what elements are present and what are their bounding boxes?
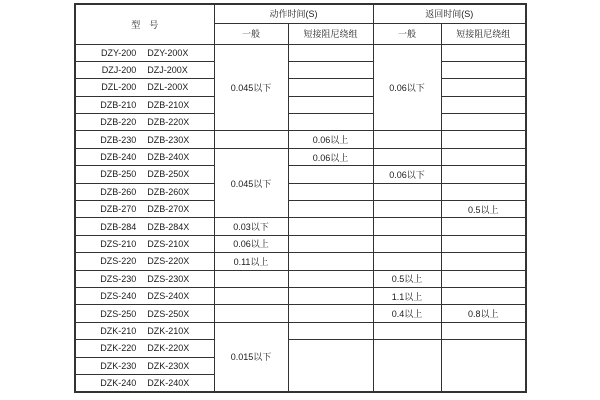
table-row [75,287,526,304]
action-general-cell [214,305,288,322]
table-row [75,148,526,165]
header-action-time: 动作时间(S) [214,4,373,23]
action-damped-winding-cell [288,166,373,183]
table-row [75,340,526,357]
return-damped-winding-cell [441,44,526,61]
return-damped-winding-cell [441,183,526,200]
model-x-variant: DZK-240X [147,377,190,388]
return-general-cell: 0.06以下 [373,166,441,183]
return-general-cell [373,322,441,339]
model-cell [75,322,214,339]
model-cell [75,253,214,270]
return-general-cell: 0.06以下 [373,44,441,131]
model-cell [75,340,214,357]
table-row [75,218,526,235]
table-row [75,131,526,148]
return-general-cell [373,201,441,218]
return-general-cell [373,148,441,165]
table-row [75,44,526,61]
model-x-variant: DZK-210X [147,325,190,336]
header-return-damped-winding: 短接阻尼绕组 [441,23,526,44]
action-damped-winding-cell [288,340,373,392]
action-damped-winding-cell [288,253,373,270]
action-general-cell: 0.015以下 [214,322,288,392]
return-damped-winding-cell [441,131,526,148]
table-row [75,270,526,287]
model-cell [75,357,214,374]
model-base: DZB-210 [100,99,137,110]
model-x-variant: DZK-220X [147,343,190,354]
model-base: DZB-260 [100,186,137,197]
return-damped-winding-cell [441,166,526,183]
action-general-cell [214,270,288,287]
model-x-variant: DZB-270X [147,204,190,215]
model-cell [75,131,214,148]
model-cell [75,79,214,96]
header-model: 型 号 [75,4,214,44]
model-base: DZS-210 [100,238,137,249]
return-damped-winding-cell [441,270,526,287]
model-cell [75,61,214,78]
model-cell [75,183,214,200]
table-row [75,96,526,113]
model-x-variant: DZJ-200X [147,65,188,76]
model-x-variant: DZK-230X [147,360,190,371]
return-damped-winding-cell [441,322,526,339]
model-base: DZB-230 [100,134,137,145]
action-damped-winding-cell [288,201,373,218]
action-damped-winding-cell [288,96,373,113]
model-base: DZS-220 [100,256,137,267]
header-return-time: 返回时间(S) [373,4,526,23]
model-x-variant: DZS-210X [147,238,190,249]
action-damped-winding-cell [288,235,373,252]
table-row [75,166,526,183]
model-cell [75,201,214,218]
model-x-variant: DZB-260X [147,186,190,197]
header-action-damped-winding: 短接阻尼绕组 [288,23,373,44]
return-general-cell [373,131,441,148]
model-base: DZY-200 [101,47,137,58]
action-damped-winding-cell [288,305,373,322]
action-damped-winding-cell [288,183,373,200]
action-damped-winding-cell: 0.06以上 [288,131,373,148]
action-damped-winding-cell [288,79,373,96]
table-row [75,235,526,252]
return-damped-winding-cell [441,148,526,165]
model-x-variant: DZB-284X [147,221,190,232]
return-general-cell [373,218,441,235]
action-general-cell [214,131,288,148]
model-base: DZB-240 [100,152,137,163]
table-row [75,322,526,339]
model-x-variant: DZB-250X [147,169,190,180]
model-cell [75,270,214,287]
model-base: DZB-220 [100,117,137,128]
table-body [75,44,526,392]
return-damped-winding-cell: 0.5以上 [441,201,526,218]
model-cell [75,235,214,252]
return-general-cell: 0.4以上 [373,305,441,322]
action-general-cell: 0.045以下 [214,44,288,131]
return-general-cell [373,340,441,392]
model-cell [75,374,214,391]
model-x-variant: DZS-220X [147,256,190,267]
header-action-general: 一般 [214,23,288,44]
action-damped-winding-cell [288,287,373,304]
action-damped-winding-cell [288,322,373,339]
table-row [75,61,526,78]
return-damped-winding-cell [441,79,526,96]
action-damped-winding-cell [288,114,373,131]
action-general-cell: 0.045以下 [214,148,288,218]
return-general-cell [373,235,441,252]
model-x-variant: DZL-200X [147,82,189,93]
model-x-variant: DZB-240X [147,152,190,163]
return-damped-winding-cell [441,287,526,304]
model-cell [75,218,214,235]
model-cell [75,114,214,131]
return-damped-winding-cell [441,235,526,252]
table-row [75,305,526,322]
model-x-variant: DZS-230X [147,273,190,284]
model-cell [75,305,214,322]
model-base: DZS-250 [100,308,137,319]
action-general-cell: 0.06以上 [214,235,288,252]
model-base: DZK-240 [100,377,137,388]
table-row [75,253,526,270]
return-general-cell [373,183,441,200]
model-x-variant: DZS-250X [147,308,190,319]
return-general-cell: 0.5以上 [373,270,441,287]
table-row [75,201,526,218]
return-damped-winding-cell [441,340,526,392]
table-row [75,79,526,96]
model-cell [75,166,214,183]
return-general-cell: 1.1以上 [373,287,441,304]
return-damped-winding-cell [441,218,526,235]
action-damped-winding-cell [288,218,373,235]
return-damped-winding-cell [441,253,526,270]
action-general-cell: 0.03以下 [214,218,288,235]
return-damped-winding-cell [441,96,526,113]
action-general-cell [214,287,288,304]
model-cell [75,148,214,165]
return-damped-winding-cell [441,114,526,131]
model-base: DZL-200 [101,82,137,93]
model-base: DZK-220 [100,343,137,354]
return-damped-winding-cell [441,61,526,78]
model-base: DZB-284 [100,221,137,232]
model-x-variant: DZB-210X [147,99,190,110]
model-base: DZS-240 [100,291,137,302]
action-general-cell: 0.11以上 [214,253,288,270]
action-damped-winding-cell [288,270,373,287]
model-base: DZB-270 [100,204,137,215]
model-base: DZK-210 [100,325,137,336]
model-x-variant: DZS-240X [147,291,190,302]
model-base: DZJ-200 [101,65,137,76]
action-damped-winding-cell [288,61,373,78]
action-damped-winding-cell: 0.06以上 [288,148,373,165]
table-row [75,114,526,131]
relay-timing-table [74,3,527,393]
return-general-cell [373,253,441,270]
model-cell [75,44,214,61]
model-base: DZK-230 [100,360,137,371]
model-x-variant: DZB-230X [147,134,190,145]
action-damped-winding-cell [288,44,373,61]
model-base: DZB-250 [100,169,137,180]
table-row [75,183,526,200]
model-x-variant: DZB-220X [147,117,190,128]
model-cell [75,287,214,304]
return-damped-winding-cell: 0.8以上 [441,305,526,322]
model-cell [75,96,214,113]
model-x-variant: DZY-200X [147,47,189,58]
model-base: DZS-230 [100,273,137,284]
header-return-general: 一般 [373,23,441,44]
